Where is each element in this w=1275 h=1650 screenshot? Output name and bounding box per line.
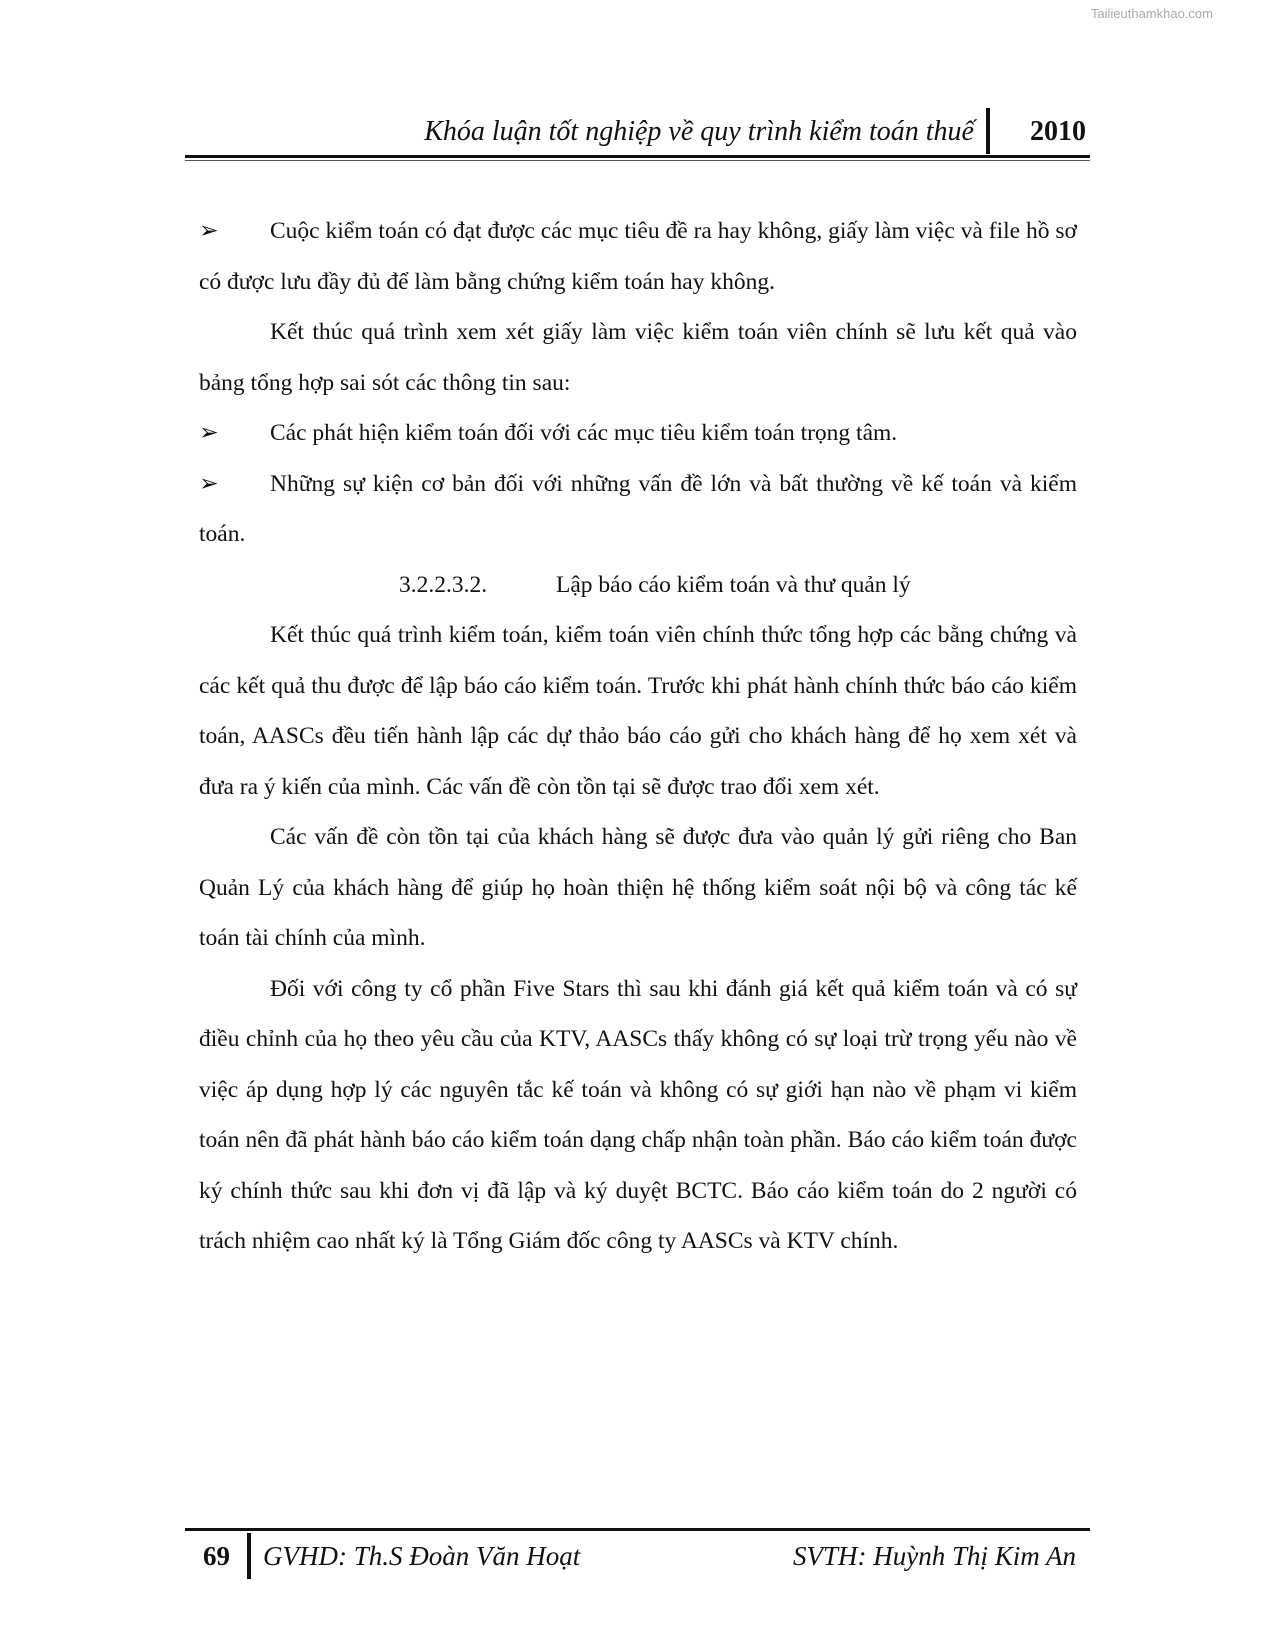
bullet-arrow-icon: ➢ <box>199 420 219 446</box>
section-heading <box>199 560 1077 611</box>
header-rule <box>185 155 1090 158</box>
bullet-item <box>199 459 1077 560</box>
bullet-text: Các phát hiện kiểm toán đối với các mục tiêu kiểm toán trọng tâm. <box>270 420 898 446</box>
footer-student: SVTH: Huỳnh Thị Kim An <box>792 1541 1076 1571</box>
page-body <box>199 206 1077 1267</box>
footer-divider <box>247 1533 251 1579</box>
header-rule-thin <box>185 160 1090 161</box>
page-number: 69 <box>203 1541 230 1571</box>
bullet-arrow-icon: ➢ <box>199 470 219 497</box>
paragraph: Kết thúc quá trình xem xét giấy làm việc kiểm toán viên chính sẽ lưu kết quả vào bảng tổng hợp sai sót các thông tin sau: <box>199 319 1077 396</box>
bullet-arrow-icon: ➢ <box>199 218 219 244</box>
footer-rule <box>185 1528 1090 1531</box>
bullet-item <box>199 206 1077 307</box>
bullet-text: Những sự kiện cơ bản đối với những vấn đề lớn và bất thường về kế toán và kiểm toán. <box>199 470 1077 547</box>
page-header <box>186 108 1086 154</box>
paragraph: Các vấn đề còn tồn tại của khách hàng sẽ được đưa vào quản lý gửi riêng cho Ban Quản Lý của khách hàng để giúp họ hoàn thiện hệ thống kiểm soát nội bộ và công tác kế toán tài chính của mình. <box>199 824 1077 951</box>
paragraph: Đối với công ty cổ phần Five Stars thì sau khi đánh giá kết quả kiểm toán và có sự điều chỉnh của họ theo yêu cầu của KTV, AASCs thấy không có sự loại trừ trọng yếu nào về việc áp dụng hợp lý các nguyên tắc kế toán và không có sự giới hạn nào về phạm vi kiểm toán nên đã phát hành báo cáo kiểm toán dạng chấp nhận toàn phần. Báo cáo kiểm toán được ký chính thức sau khi đơn vị đã lập và ký duyệt BCTC. Báo cáo kiểm toán do 2 người có trách nhiệm cao nhất ký là Tổng Giám đốc công ty AASCs và KTV chính. <box>199 975 1077 1254</box>
bullet-text: Cuộc kiểm toán có đạt được các mục tiêu đề ra hay không, giấy làm việc và file hồ sơ có được lưu đầy đủ để làm bằng chứng kiểm toán hay không. <box>199 218 1077 295</box>
watermark: Tailieuthamkhao.com <box>1090 6 1213 21</box>
header-title: Khóa luận tốt nghiệp về quy trình kiểm toán thuế <box>424 116 974 147</box>
header-divider <box>986 108 990 154</box>
page-footer <box>185 1533 1090 1579</box>
bullet-item <box>199 408 1077 459</box>
header-year: 2010 <box>1030 116 1086 147</box>
footer-advisor: GVHD: Th.S Đoàn Văn Hoạt <box>263 1541 581 1571</box>
section-number: 3.2.2.3.2. <box>399 571 488 598</box>
section-title: Lập báo cáo kiểm toán và thư quản lý <box>556 571 911 598</box>
paragraph: Kết thúc quá trình kiểm toán, kiểm toán viên chính thức tổng hợp các bằng chứng và các kết quả thu được để lập báo cáo kiểm toán. Trước khi phát hành chính thức báo cáo kiểm toán, AASCs đều tiến hành lập các dự thảo báo cáo gửi cho khách hàng để họ xem xét và đưa ra ý kiến của mình. Các vấn đề còn tồn tại sẽ được trao đổi xem xét. <box>199 622 1077 800</box>
